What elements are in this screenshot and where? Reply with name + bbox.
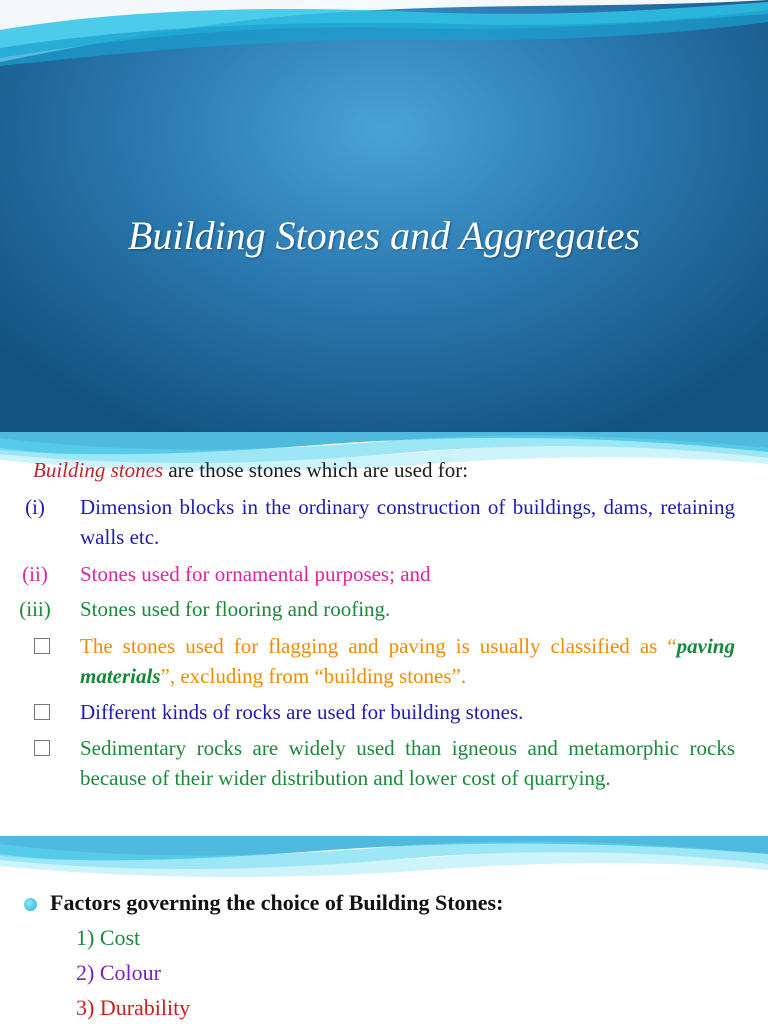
bullet-text: Different kinds of rocks are used for building stones. xyxy=(80,700,524,724)
term-paving-materials: paving materials xyxy=(80,634,735,688)
wave-decoration xyxy=(0,0,768,80)
bullet-text: The stones used for flagging and paving is usually classified as “paving materials”, excluding from “building stones”. xyxy=(80,634,735,688)
factor-item: 3) Durability xyxy=(76,995,191,1020)
list-marker: (iii) xyxy=(19,597,51,621)
factor-item: 2) Colour xyxy=(76,960,161,985)
factors-slide xyxy=(0,836,768,1024)
bullet-box-icon xyxy=(34,638,50,654)
bullet-box-icon xyxy=(34,704,50,720)
bullet-dot-icon xyxy=(24,898,37,911)
list-text: Stones used for flooring and roofing. xyxy=(80,597,391,621)
list-text: Dimension blocks in the ordinary construction of buildings, dams, retaining walls etc. xyxy=(80,495,735,549)
factor-item: 1) Cost xyxy=(76,925,141,950)
intro-line xyxy=(33,458,468,483)
wave-decoration xyxy=(0,836,768,886)
list-text: Stones used for ornamental purposes; and xyxy=(80,562,431,586)
slide-title: Building Stones and Aggregates xyxy=(127,213,641,258)
bullet-box-icon xyxy=(34,740,50,756)
term-building-stones: Building stones xyxy=(33,458,164,482)
list-marker: (i) xyxy=(25,495,45,519)
content-slide xyxy=(0,432,768,836)
intro-text: are those stones which are used for: xyxy=(163,458,469,482)
title-slide xyxy=(0,0,768,432)
bullet-text: Sedimentary rocks are widely used than igneous and metamorphic rocks because of their wider distribution and lower cost of quarrying. xyxy=(80,736,735,790)
factors-heading: Factors governing the choice of Building Stones: xyxy=(50,890,504,915)
list-marker: (ii) xyxy=(22,562,48,586)
